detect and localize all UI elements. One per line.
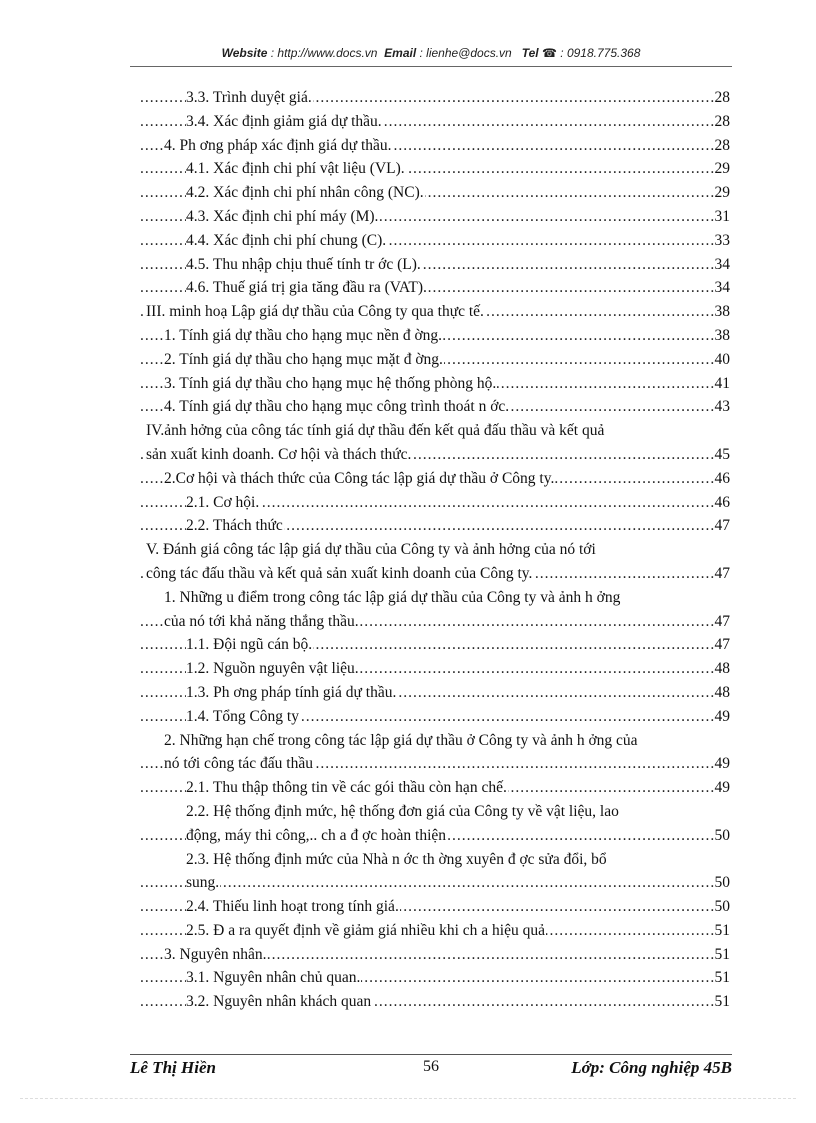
- toc-entry: [140, 776, 730, 800]
- toc-entry-page: 48: [714, 657, 731, 681]
- toc-entry: [140, 848, 730, 872]
- toc-entry: [140, 229, 730, 253]
- toc-entry-text: 1. Tính giá dự thầu cho hạng mục nền đ ờng.: [164, 326, 443, 344]
- toc-entry-text: 2. Tính giá dự thầu cho hạng mục mặt đ ờng.: [164, 350, 443, 368]
- toc-entry-page: 49: [714, 705, 731, 729]
- toc-entry-text: 1.4. Tổng Công ty: [186, 707, 299, 725]
- toc-entry-page: 29: [714, 157, 731, 181]
- toc-entry: [140, 395, 730, 419]
- toc-entry-text: 3.4. Xác định giảm giá dự thầu.: [186, 112, 382, 130]
- toc-entry-page: 47: [714, 562, 731, 586]
- toc-entry-page: 51: [714, 990, 731, 1014]
- toc-entry-page: 51: [714, 943, 731, 967]
- toc-entry: [140, 253, 730, 277]
- toc-entry-page: 28: [714, 86, 731, 110]
- toc-entry: [140, 610, 730, 634]
- toc-entry-text: sung.: [186, 874, 220, 892]
- toc-entry: [140, 966, 730, 990]
- toc-entry-text: 1.3. Ph ơng pháp tính giá dự thầu.: [186, 683, 397, 701]
- toc-entry-text: 2.5. Đ a ra quyết định về giảm giá nhiều khi ch a hiệu quả: [186, 921, 545, 939]
- toc-entry: [140, 990, 730, 1014]
- toc-entry-page: 31: [714, 205, 731, 229]
- toc-entry: [140, 752, 730, 776]
- toc-entry-page: 29: [714, 181, 731, 205]
- toc-entry: [140, 443, 730, 467]
- toc-entry: [140, 205, 730, 229]
- toc-entry: [140, 562, 730, 586]
- toc-entry-text: 2.1. Cơ hội.: [186, 493, 260, 511]
- tel-label: Tel: [521, 46, 539, 60]
- toc-entry-page: 34: [714, 253, 731, 277]
- footer-page-number: 56: [423, 1058, 439, 1075]
- toc-entry-page: 49: [714, 752, 731, 776]
- toc-entry-text: 2.Cơ hội và thách thức của Công tác lập giá dự thầu ở Công ty.: [164, 469, 555, 487]
- page-header: [130, 46, 732, 60]
- toc-entry: [140, 348, 730, 372]
- toc-entry: [140, 538, 730, 562]
- toc-entry: [140, 657, 730, 681]
- toc-entry-text: 2.4. Thiếu linh hoạt trong tính giá.: [186, 898, 399, 916]
- footer-author: Lê Thị Hiền: [130, 1058, 216, 1077]
- toc-entry: [140, 134, 730, 158]
- toc-entry: [140, 181, 730, 205]
- toc-entry-page: 47: [714, 514, 731, 538]
- toc-entry: [140, 943, 730, 967]
- toc-entry: [140, 276, 730, 300]
- toc-entry-text: 3.1. Nguyên nhân chủ quan.: [186, 969, 361, 987]
- footer-divider: [130, 1054, 732, 1055]
- toc-entry: [140, 372, 730, 396]
- page-bottom-border: [20, 1098, 796, 1099]
- toc-entry: [140, 157, 730, 181]
- toc-entry: [140, 491, 730, 515]
- phone-icon: ☎: [542, 46, 557, 60]
- toc-entry-text: 4.1. Xác định chi phí vật liệu (VL).: [186, 160, 405, 178]
- toc-entry-text: 3.3. Trình duyệt giá.: [186, 89, 312, 106]
- toc-entry-page: 47: [714, 610, 731, 634]
- toc-entry-text: 4. Tính giá dự thầu cho hạng mục công trình thoát n ớc.: [164, 398, 510, 416]
- toc-entry: [140, 824, 730, 848]
- toc-entry-page: 50: [714, 871, 731, 895]
- toc-entry-page: 46: [714, 491, 731, 515]
- toc-entry-page: 34: [714, 276, 731, 300]
- website-label: Website: [221, 46, 268, 60]
- toc-entry-page: 38: [714, 324, 731, 348]
- toc-entry-text: nó tới công tác đấu thầu: [164, 755, 313, 773]
- toc-entry: [140, 586, 730, 610]
- toc-entry-text: 2. Những hạn chế trong công tác lập giá dự thầu ở Công ty và ảnh h ởng của: [164, 731, 638, 749]
- toc-entry-text: của nó tới khả năng thắng thầu.: [164, 612, 359, 630]
- toc-entry-text: 4.6. Thuế giá trị gia tăng đầu ra (VAT).: [186, 279, 427, 297]
- header-divider: [130, 66, 732, 67]
- toc-entry-text: 4.4. Xác định chi phí chung (C).: [186, 231, 387, 249]
- toc-entry: [140, 467, 730, 491]
- email-label: Email: [384, 46, 417, 60]
- toc-entry: [140, 324, 730, 348]
- toc-entry-text: 3. Tính giá dự thầu cho hạng mục hệ thống phòng hộ.: [164, 374, 497, 392]
- toc-entry-text: 4.3. Xác định chi phí máy (M).: [186, 207, 379, 225]
- toc-entry: [140, 86, 730, 110]
- toc-entry: [140, 895, 730, 919]
- toc-entry-text: công tác đấu thầu và kết quả sản xuất kinh doanh của Công ty.: [146, 564, 533, 582]
- toc-entry-page: 49: [714, 776, 731, 800]
- toc-entry-text: IV.ảnh hởng của công tác tính giá dự thầu đến kết quả đấu thầu và kết quả: [146, 422, 605, 440]
- toc-entry-text: 4.5. Thu nhập chịu thuế tính tr ớc (L).: [186, 255, 421, 273]
- tel-value: : 0918.775.368: [556, 46, 641, 60]
- toc-entry-text: III. minh hoạ Lập giá dự thầu của Công ty qua thực tế.: [146, 303, 484, 321]
- toc-entry-page: 28: [714, 134, 731, 158]
- toc-entry-page: 50: [714, 895, 731, 919]
- toc-entry-text: V. Đánh giá công tác lập giá dự thầu của Công ty và ảnh hởng của nó tới: [146, 541, 596, 559]
- toc-entry-page: 38: [714, 300, 731, 324]
- toc-entry: [140, 419, 730, 443]
- footer-class: Lớp: Công nghiệp 45B: [571, 1058, 732, 1077]
- toc-entry: [140, 300, 730, 324]
- toc-entry: [140, 110, 730, 134]
- toc-entry-page: 51: [714, 966, 731, 990]
- toc-entry: [140, 705, 730, 729]
- toc-entry-page: 28: [714, 110, 731, 134]
- toc-entry-page: 51: [714, 919, 731, 943]
- toc-entry: [140, 681, 730, 705]
- toc-entry-page: 33: [714, 229, 731, 253]
- toc-entry-text: 1. Những u điểm trong công tác lập giá dự thầu của Công ty và ảnh h ởng: [164, 588, 621, 606]
- toc-entry-page: 41: [714, 372, 731, 396]
- toc-entry: [140, 871, 730, 895]
- page-footer: [130, 1058, 732, 1080]
- toc-entry-text: 2.1. Thu thập thông tin về các gói thầu còn hạn chế.: [186, 779, 507, 797]
- toc-entry-text: 2.3. Hệ thống định mức của Nhà n ớc th ờng xuyên đ ợc sửa đổi, bổ: [186, 850, 607, 868]
- toc-entry: [140, 800, 730, 824]
- toc-entry-text: 3. Nguyên nhân.: [164, 945, 267, 963]
- toc-entry-text: 2.2. Thách thức: [186, 517, 283, 535]
- toc-entry: [140, 729, 730, 753]
- toc-entry: [140, 633, 730, 657]
- toc-entry-page: 46: [714, 467, 731, 491]
- website-value: : http://www.docs.vn: [267, 46, 378, 60]
- toc-entry: [140, 919, 730, 943]
- toc-entry-page: 40: [714, 348, 731, 372]
- toc-entry-text: 1.1. Đội ngũ cán bộ.: [186, 636, 313, 654]
- toc-entry-text: 4. Ph ơng pháp xác định giá dự thầu.: [164, 136, 392, 154]
- toc-entry-text: sản xuất kinh doanh. Cơ hội và thách thức.: [146, 445, 412, 463]
- toc-entry-page: 45: [714, 443, 731, 467]
- toc-entry-text: động, máy thi công,.. ch a đ ợc hoàn thiện: [186, 826, 447, 844]
- toc-entry-text: 2.2. Hệ thống định mức, hệ thống đơn giá của Công ty về vật liệu, lao: [186, 802, 619, 820]
- toc-entry-page: 47: [714, 633, 731, 657]
- toc-entry-page: 48: [714, 681, 731, 705]
- toc-entry-text: 1.2. Nguồn nguyên vật liệu.: [186, 660, 359, 678]
- toc-entry-page: 50: [714, 824, 731, 848]
- toc-entry-text: 4.2. Xác định chi phí nhân công (NC).: [186, 184, 424, 202]
- toc-entry: [140, 514, 730, 538]
- table-of-contents: [140, 86, 730, 1014]
- toc-entry-text: 3.2. Nguyên nhân khách quan: [186, 993, 372, 1011]
- email-value: : lienhe@docs.vn: [416, 46, 512, 60]
- toc-entry-page: 43: [714, 395, 731, 419]
